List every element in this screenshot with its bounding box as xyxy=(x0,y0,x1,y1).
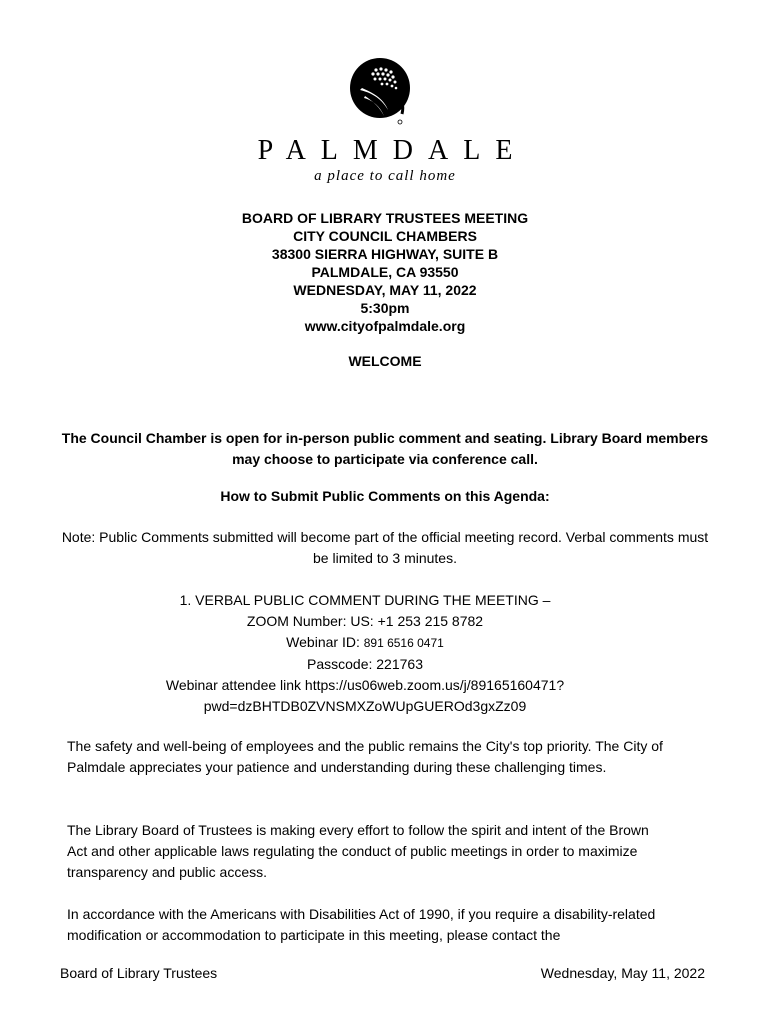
palmdale-sun-logo-icon xyxy=(340,52,420,130)
zoom-number: ZOOM Number: US: +1 253 215 8782 xyxy=(246,613,484,629)
meeting-time: 5:30pm xyxy=(360,300,410,316)
brand-tagline: a place to call home xyxy=(314,168,456,184)
meeting-date: WEDNESDAY, MAY 11, 2022 xyxy=(293,282,477,298)
meeting-header xyxy=(0,209,770,335)
footer-board-name: Board of Library Trustees xyxy=(60,965,218,981)
webinar-id-line xyxy=(0,632,730,654)
passcode: Passcode: 221763 xyxy=(307,656,423,672)
ada-paragraph: In accordance with the Americans with Disabilities Act of 1990, if you require a disability-related modification or accommodation to participate in this meeting, please contact the xyxy=(67,906,656,943)
webinar-link-line1: Webinar attendee link https://us06web.zoom.us/j/89165160471? xyxy=(165,677,565,693)
how-to-heading: How to Submit Public Comments on this Agenda: xyxy=(220,488,550,504)
meeting-address-line1: 38300 SIERRA HIGHWAY, SUITE B xyxy=(271,246,499,262)
comment-note: Note: Public Comments submitted will become part of the official meeting record. Verbal comments must be limited to 3 minutes. xyxy=(61,529,709,566)
verbal-comment-heading: 1. VERBAL PUBLIC COMMENT DURING THE MEETING – xyxy=(179,592,551,608)
chamber-notice: The Council Chamber is open for in-person public comment and seating. Library Board members may choose to participate via conference call. xyxy=(61,430,709,467)
verbal-comment-section xyxy=(0,590,730,717)
meeting-title: BOARD OF LIBRARY TRUSTEES MEETING xyxy=(241,210,529,226)
safety-paragraph: The safety and well-being of employees and the public remains the City's top priority. The City of Palmdale appreciates your patience and understanding during these challenging times. xyxy=(67,738,663,775)
brown-act-paragraph: The Library Board of Trustees is making every effort to follow the spirit and intent of the Brown Act and other applicable laws regulating the conduct of public meetings in order to maximize transparency and public access. xyxy=(67,822,649,880)
brand-name: PALMDALE xyxy=(257,135,528,166)
welcome-heading: WELCOME xyxy=(348,353,422,369)
meeting-address-line2: PALMDALE, CA 93550 xyxy=(311,264,459,280)
webinar-link-line2: pwd=dzBHTDB0ZVNSMXZoWUpGUEROd3gxZz09 xyxy=(203,698,527,714)
meeting-website: www.cityofpalmdale.org xyxy=(304,318,466,334)
footer-date: Wednesday, May 11, 2022 xyxy=(540,965,705,981)
webinar-id-label: Webinar ID: xyxy=(286,634,364,650)
webinar-id-value: 891 6516 0471 xyxy=(363,636,444,650)
meeting-venue: CITY COUNCIL CHAMBERS xyxy=(293,228,477,244)
